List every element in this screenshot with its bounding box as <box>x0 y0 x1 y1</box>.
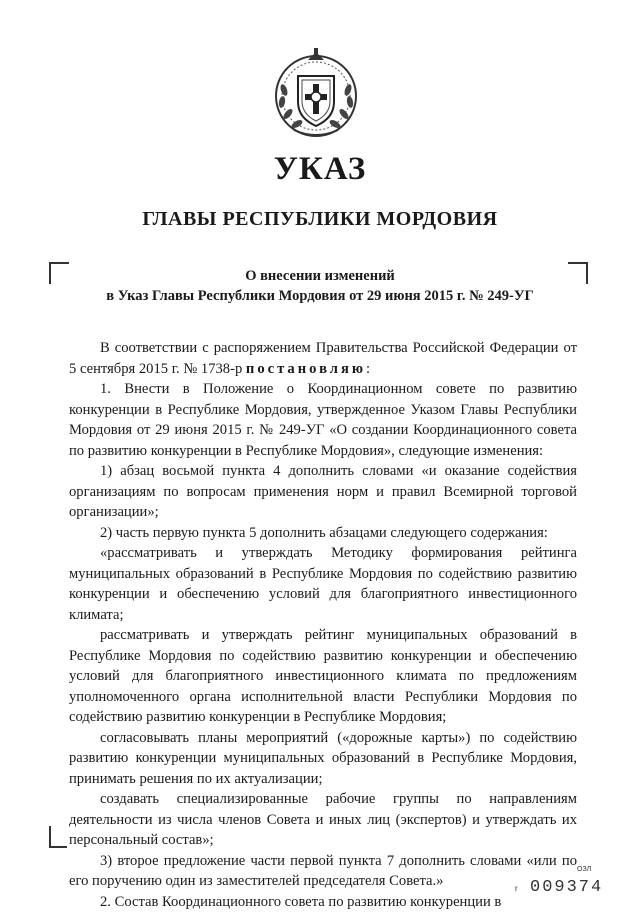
paragraph-quote-1: «рассматривать и утверждать Методику формирования рейтинга муниципальных образований в Республике Мордовия по содействию развитию конкуренции и обеспечению условий для благоприятного инвестиционного климата; <box>69 543 577 625</box>
document-heading <box>0 266 640 306</box>
coat-of-arms-emblem-icon <box>268 46 364 142</box>
paragraph-subitem-2: 2) часть первую пункта 5 дополнить абзацами следующего содержания: <box>69 523 577 544</box>
body-bracket-bottom-left <box>49 826 67 848</box>
heading-line-1: О внесении изменений <box>0 266 640 286</box>
document-body <box>69 338 577 912</box>
paragraph-quote-3: согласовывать планы мероприятий («дорожные карты») по содействию развитию конкуренции муниципальных образований в Республике Мордовия, принимать решения по их актуализации; <box>69 728 577 790</box>
document-title: УКАЗ <box>0 151 640 188</box>
preamble-end: : <box>366 361 370 377</box>
paragraph-quote-2: рассматривать и утверждать рейтинг муниципальных образований в Республике Мордовия по содействию развитию конкуренции и обеспечению условий для благоприятного инвестиционного климата по предложениям уполномоченного органа исполнительной власти Республики Мордовия по содействию развитию конкуренции в Республике Мордовия; <box>69 625 577 728</box>
paragraph-item-2: 2. Состав Координационного совета по развитию конкуренции в <box>69 892 577 912</box>
preamble-text: В соответствии с распоряжением Правительства Российской Федерации от 5 сентября 2015 г. № 1738-р <box>69 340 577 377</box>
document-mark: r <box>515 884 518 893</box>
paragraph-quote-4: создавать специализированные рабочие группы по направлениям деятельности из числа членов Совета и иных лиц (экспертов) и утверждать их персональный состав»; <box>69 789 577 851</box>
paragraph-item-1: 1. Внести в Положение о Координационном совете по развитию конкуренции в Республике Мордовия, утвержденное Указом Главы Республики Мордовия от 29 июня 2015 г. № 249-УГ «О создании Координационного совета по развитию конкуренции в Республике Мордовия», следующие изменения: <box>69 379 577 461</box>
paragraph-preamble <box>69 338 577 379</box>
document-mark-top: ОЗЛ <box>577 866 591 873</box>
document-serial-number: 009374 <box>530 878 603 897</box>
decree-word: постановляю <box>246 361 366 377</box>
document-subtitle: ГЛАВЫ РЕСПУБЛИКИ МОРДОВИЯ <box>0 208 640 231</box>
heading-line-2: в Указ Главы Республики Мордовия от 29 июня 2015 г. № 249-УГ <box>0 286 640 306</box>
paragraph-subitem-1: 1) абзац восьмой пункта 4 дополнить словами «и оказание содействия организациям по вопросам применения норм и правил Всемирной торговой организации»; <box>69 461 577 523</box>
paragraph-subitem-3: 3) второе предложение части первой пункта 7 дополнить словами «или по его поручению один из заместителей председателя Совета.» <box>69 851 577 892</box>
